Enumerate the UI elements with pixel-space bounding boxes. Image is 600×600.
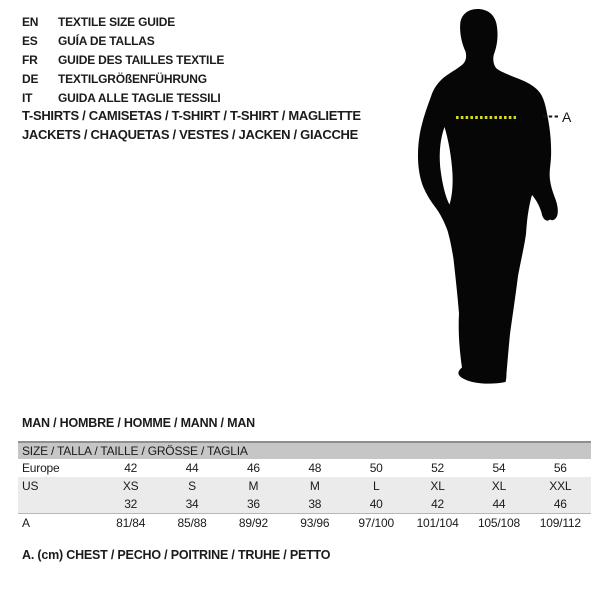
language-label: GUÍA DE TALLAS — [58, 34, 155, 48]
size-cell: 42 — [124, 461, 138, 475]
product-line-tshirts: T-SHIRTS / CAMISETAS / T-SHIRT / T-SHIRT / MAGLIETTE — [22, 108, 361, 123]
language-label: TEXTILE SIZE GUIDE — [58, 15, 176, 29]
language-code: ES — [22, 34, 38, 48]
size-cell: XS — [100, 477, 161, 495]
measurement-footnote: A. (cm) CHEST / PECHO / POITRINE / TRUHE / PETTO — [22, 548, 331, 562]
size-cell: 40 — [346, 495, 407, 514]
size-cell: 42 — [407, 495, 468, 514]
product-categories — [22, 106, 361, 144]
size-table — [18, 441, 591, 532]
size-cell: 48 — [308, 461, 322, 475]
size-cell: 32 — [100, 495, 161, 514]
table-row-us-numeric — [18, 495, 591, 514]
language-row — [22, 32, 224, 51]
size-cell: M — [284, 477, 345, 495]
size-cell: 44 — [468, 495, 529, 514]
size-table-header-row — [18, 443, 591, 459]
size-cell: 105/108 — [468, 514, 529, 533]
size-cell: 56 — [553, 461, 567, 475]
row-label: US — [18, 477, 100, 495]
size-cell: 44 — [185, 461, 199, 475]
language-guide-list — [22, 13, 224, 108]
row-label: A — [18, 514, 100, 533]
size-cell: 38 — [284, 495, 345, 514]
gender-title: MAN / HOMBRE / HOMME / MANN / MAN — [22, 416, 255, 430]
size-cell: 50 — [369, 461, 383, 475]
size-cell: S — [161, 477, 222, 495]
man-silhouette — [418, 9, 558, 384]
size-cell: 97/100 — [346, 514, 407, 533]
size-cell: 109/112 — [530, 514, 591, 533]
language-code: IT — [22, 91, 33, 105]
size-cell: XL — [468, 477, 529, 495]
language-row — [22, 13, 224, 32]
size-cell: 101/104 — [407, 514, 468, 533]
measure-label-a: A — [562, 109, 572, 125]
row-label: Europe — [22, 461, 60, 475]
table-row-europe — [18, 459, 591, 477]
size-cell: 46 — [246, 461, 260, 475]
size-cell: 93/96 — [284, 514, 345, 533]
size-cell: XL — [407, 477, 468, 495]
size-cell: 81/84 — [100, 514, 161, 533]
size-cell: 52 — [431, 461, 445, 475]
language-row — [22, 51, 224, 70]
table-row-chest-a — [18, 514, 591, 533]
language-label: TEXTILGRÖßENFÜHRUNG — [58, 72, 207, 86]
language-label: GUIDE DES TAILLES TEXTILE — [58, 53, 225, 67]
language-label: GUIDA ALLE TAGLIE TESSILI — [58, 91, 221, 105]
size-cell: 36 — [223, 495, 284, 514]
size-cell: 85/88 — [161, 514, 222, 533]
man-silhouette-figure — [395, 0, 600, 400]
row-label — [18, 495, 100, 514]
size-cell: 54 — [492, 461, 506, 475]
product-line-jackets: JACKETS / CHAQUETAS / VESTES / JACKEN / GIACCHE — [22, 127, 358, 142]
size-cell: M — [223, 477, 284, 495]
language-code: EN — [22, 15, 39, 29]
size-cell: 89/92 — [223, 514, 284, 533]
size-table-grid — [18, 443, 591, 532]
size-cell: 46 — [530, 495, 591, 514]
language-code: FR — [22, 53, 38, 67]
table-row-us — [18, 477, 591, 495]
language-code: DE — [22, 72, 39, 86]
size-cell: L — [346, 477, 407, 495]
size-table-header: SIZE / TALLA / TAILLE / GRÖSSE / TAGLIA — [18, 443, 591, 459]
size-cell: XXL — [530, 477, 591, 495]
language-row — [22, 70, 224, 89]
size-cell: 34 — [161, 495, 222, 514]
